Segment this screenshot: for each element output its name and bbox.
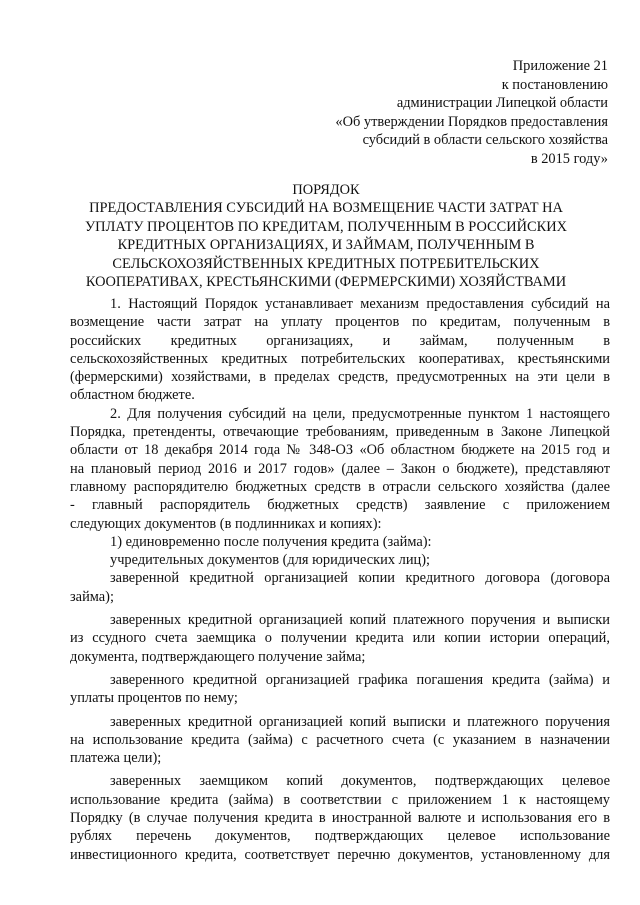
title-line: УПЛАТУ ПРОЦЕНТОВ ПО КРЕДИТАМ, ПОЛУЧЕННЫМ В РОССИЙСКИХ <box>84 218 567 235</box>
body-line: инвестиционного кредита, соответствует перечню документов, установленному для <box>70 846 610 863</box>
body-line: документа, подтверждающего получение займа; <box>70 648 366 665</box>
body-line: использование кредита (займа) в соответствии с приложением 1 к настоящему <box>70 791 610 808</box>
body-line: - главный распорядитель бюджетных средств) заявление с приложением <box>70 497 610 514</box>
body-line: Порядка, претенденты, отвечающие требованиям, приведенным в Законе Липецкой <box>70 424 610 441</box>
body-line: сельскохозяйственных кредитных потребительских кооперативах, крестьянскими <box>70 350 610 367</box>
body-line: заверенной кредитной организацией копии кредитного договора (договора <box>110 570 610 587</box>
body-line: главному распорядителю бюджетных средств в отрасли сельского хозяйства (далее <box>70 478 610 495</box>
body-line: возмещение части затрат на уплату процентов по кредитам, полученным в <box>70 314 610 331</box>
appendix-line: «Об утверждении Порядков предоставления <box>335 113 608 130</box>
body-line: российских кредитных организациях, и займам, полученным в <box>70 332 610 349</box>
title-line: КООПЕРАТИВАХ, КРЕСТЬЯНСКИМИ (ФЕРМЕРСКИМИ) ХОЗЯЙСТВАМИ <box>85 274 567 291</box>
body-line: учредительных документов (для юридических лиц); <box>110 552 431 569</box>
body-line: заверенного кредитной организацией графика погашения кредита (займа) и <box>110 671 610 688</box>
title-line: КРЕДИТНЫХ ОРГАНИЗАЦИЯХ, И ЗАЙМАМ, ПОЛУЧЕННЫМ В <box>117 237 535 254</box>
appendix-line: субсидий в области сельского хозяйства <box>362 132 608 149</box>
body-line: 1. Настоящий Порядок устанавливает механизм предоставления субсидий на <box>110 296 610 312</box>
body-line: областном бюджете. <box>70 387 195 404</box>
body-line: на плановый период 2016 и 2017 годов» (далее – Закон о бюджете), представляют <box>70 460 610 477</box>
appendix-line: к постановлению <box>501 76 608 93</box>
body-line: Порядку (в случае получения кредита в иностранной валюте и использования его в <box>70 810 610 827</box>
appendix-line: Приложение 21 <box>512 58 608 74</box>
body-line: на использование кредита (займа) с расчетного счета (с указанием в назначении <box>70 731 610 748</box>
appendix-line: в 2015 году» <box>530 150 608 167</box>
document-body <box>70 295 610 864</box>
body-line: заверенных кредитной организацией копий платежного поручения и выписки <box>110 612 610 629</box>
body-line: уплаты процентов по нему; <box>70 690 238 707</box>
body-line: платежа цели); <box>70 750 162 767</box>
body-line: займа); <box>70 588 114 605</box>
body-line: заверенных заемщиком копий документов, подтверждающих целевое <box>110 773 610 790</box>
appendix-reference <box>278 57 608 169</box>
body-line: 1) единовременно после получения кредита (займа): <box>110 533 432 550</box>
body-line: 2. Для получения субсидий на цели, предусмотренные пунктом 1 настоящего <box>110 405 610 422</box>
body-line: следующих документов (в подлинниках и копиях): <box>70 515 382 532</box>
body-line: заверенных кредитной организацией копий выписки и платежного поручения <box>110 713 610 730</box>
body-line: рублях перечень документов, подтверждающих целевое использование <box>70 828 610 845</box>
title-line: СЕЛЬСКОХОЗЯЙСТВЕННЫХ КРЕДИТНЫХ ПОТРЕБИТЕЛЬСКИХ <box>112 255 540 272</box>
body-line: (фермерскими) хозяйствами, в пределах средств, предусмотренных на эти цели в <box>70 369 610 386</box>
title-line: ПОРЯДОК <box>292 182 360 198</box>
appendix-line: администрации Липецкой области <box>396 95 608 112</box>
document-title <box>64 181 588 291</box>
title-line: ПРЕДОСТАВЛЕНИЯ СУБСИДИЙ НА ВОЗМЕЩЕНИЕ ЧАСТИ ЗАТРАТ НА <box>89 200 563 217</box>
body-line: области от 18 декабря 2014 года № 348-ОЗ «Об областном бюджете на 2015 год и <box>70 442 610 459</box>
body-line: из ссудного счета заемщика о получении кредита или копии истории операций, <box>70 630 610 647</box>
